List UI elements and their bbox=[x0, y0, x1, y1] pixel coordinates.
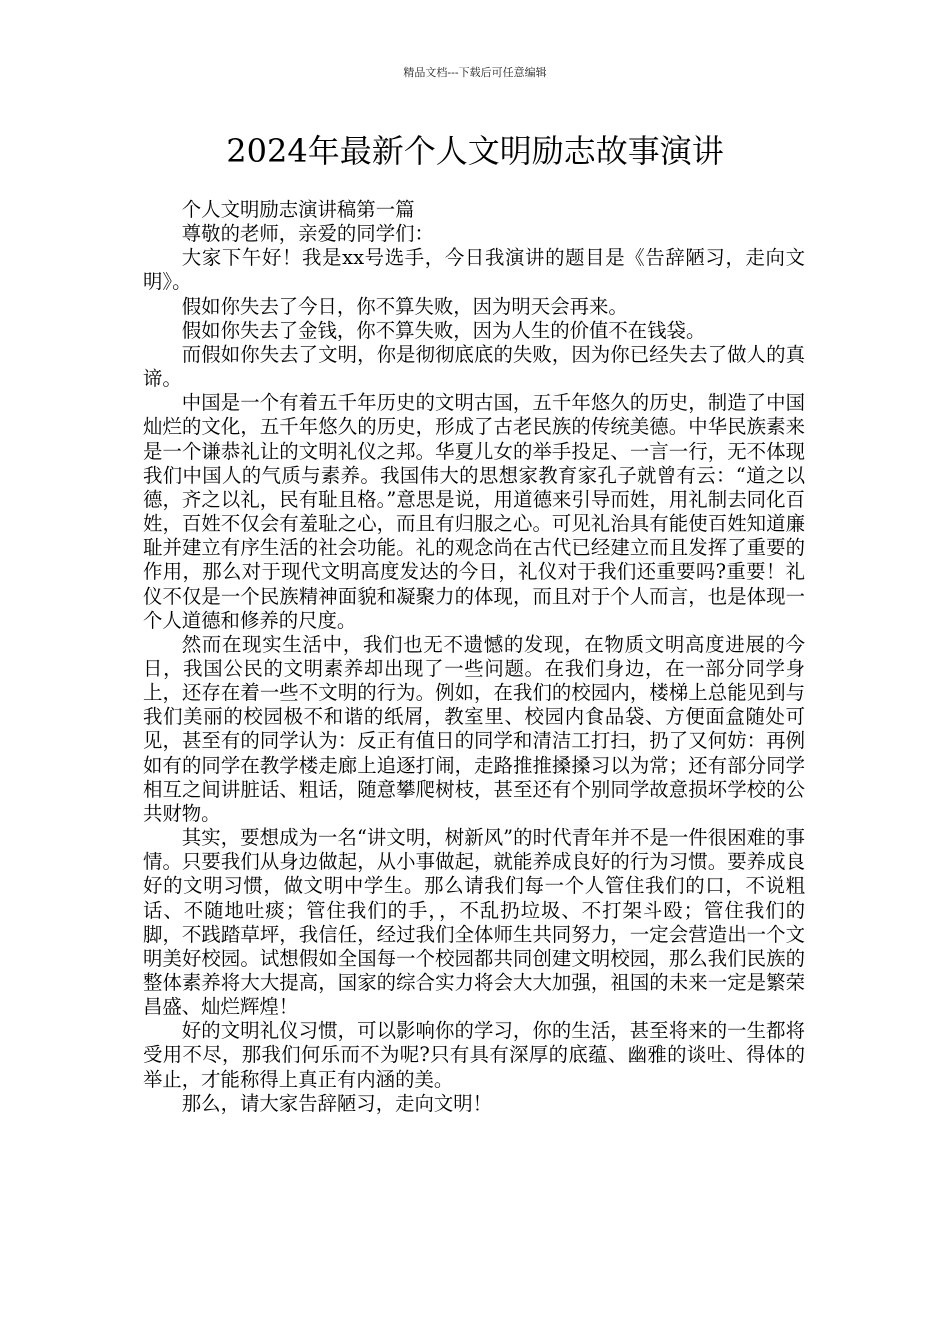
paragraph: 中国是一个有着五千年历史的文明古国，五千年悠久的历史，制造了中国灿烂的文化，五千年悠久的历史，形成了古老民族的传统美德。中华民族素来是一个谦恭礼让的文明礼仪之邦。华夏儿女的举手投足、一言一行，无不体现我们中国人的气质与素养。我国伟大的思想家教育家孔子就曾有云：“道之以德，齐之以礼，民有耻且格。”意思是说，用道德来引导而姓，用礼制去同化百姓，百姓不仅会有羞耻之心，而且有归服之心。可见礼治具有能使百姓知道廉耻并建立有序生活的社会功能。礼的观念尚在古代已经建立而且发挥了重要的作用，那么对于现代文明高度发达的今日，礼仪对于我们还重要吗?重要！礼仪不仅是一个民族精神面貌和凝聚力的体现，而且对于个人而言，也是体现一个人道德和修养的尺度。 bbox=[143, 391, 805, 632]
document-body bbox=[143, 198, 805, 1116]
paragraph: 假如你失去了金钱，你不算失败，因为人生的价值不在钱袋。 bbox=[181, 318, 706, 342]
document-title: 2024年最新个人文明励志故事演讲 bbox=[226, 132, 724, 170]
header-note: 精品文档---下载后可任意编辑 bbox=[403, 66, 547, 79]
paragraph: 然而在现实生活中，我们也无不遗憾的发现，在物质文明高度进展的今日，我国公民的文明素养却出现了一些问题。在我们身边，在一部分同学身上，还存在着一些不文明的行为。例如，在我们的校园内，楼梯上总能见到与我们美丽的校园极不和谐的纸屑，教室里、校园内食品袋、方便面盒随处可见，甚至有的同学认为：反正有值日的同学和清洁工打扫，扔了又何妨：再例如有的同学在教学楼走廊上追逐打闹，走路推推搡搡习以为常；还有部分同学相互之间讲脏话、粗话，随意攀爬树枝，甚至还有个别同学故意损坏学校的公共财物。 bbox=[143, 632, 805, 825]
paragraph: 而假如你失去了文明，你是彻彻底底的失败，因为你已经失去了做人的真谛。 bbox=[143, 342, 805, 391]
paragraph: 其实，要想成为一名“讲文明，树新风”的时代青年并不是一件很困难的事情。只要我们从身边做起，从小事做起，就能养成良好的行为习惯。要养成良好的文明习惯，做文明中学生。那么请我们每一个人管住我们的口，不说粗话、不随地吐痰；管住我们的手，，不乱扔垃圾、不打架斗殴；管住我们的脚，不践踏草坪，我信任，经过我们全体师生共同努力，一定会营造出一个文明美好校园。试想假如全国每一个校园都共同创建文明校园，那么我们民族的整体素养将大大提高，国家的综合实力将会大大加强，祖国的未来一定是繁荣昌盛、灿烂辉煌！ bbox=[143, 826, 805, 1019]
paragraph: 假如你失去了今日，你不算失败，因为明天会再来。 bbox=[181, 294, 628, 318]
paragraph: 个人文明励志演讲稿第一篇 bbox=[181, 198, 415, 221]
paragraph: 大家下午好！我是xx号选手，今日我演讲的题目是《告辞陋习，走向文明》。 bbox=[143, 246, 805, 294]
paragraph: 那么，请大家告辞陋习，走向文明！ bbox=[181, 1091, 493, 1115]
paragraph: 好的文明礼仪习惯，可以影响你的学习，你的生活，甚至将来的一生都将受用不尽，那我们何乐而不为呢?只有具有深厚的底蕴、幽雅的谈吐、得体的举止，才能称得上真正有内涵的美。 bbox=[143, 1019, 805, 1091]
paragraph: 尊敬的老师，亲爱的同学们： bbox=[181, 222, 434, 246]
